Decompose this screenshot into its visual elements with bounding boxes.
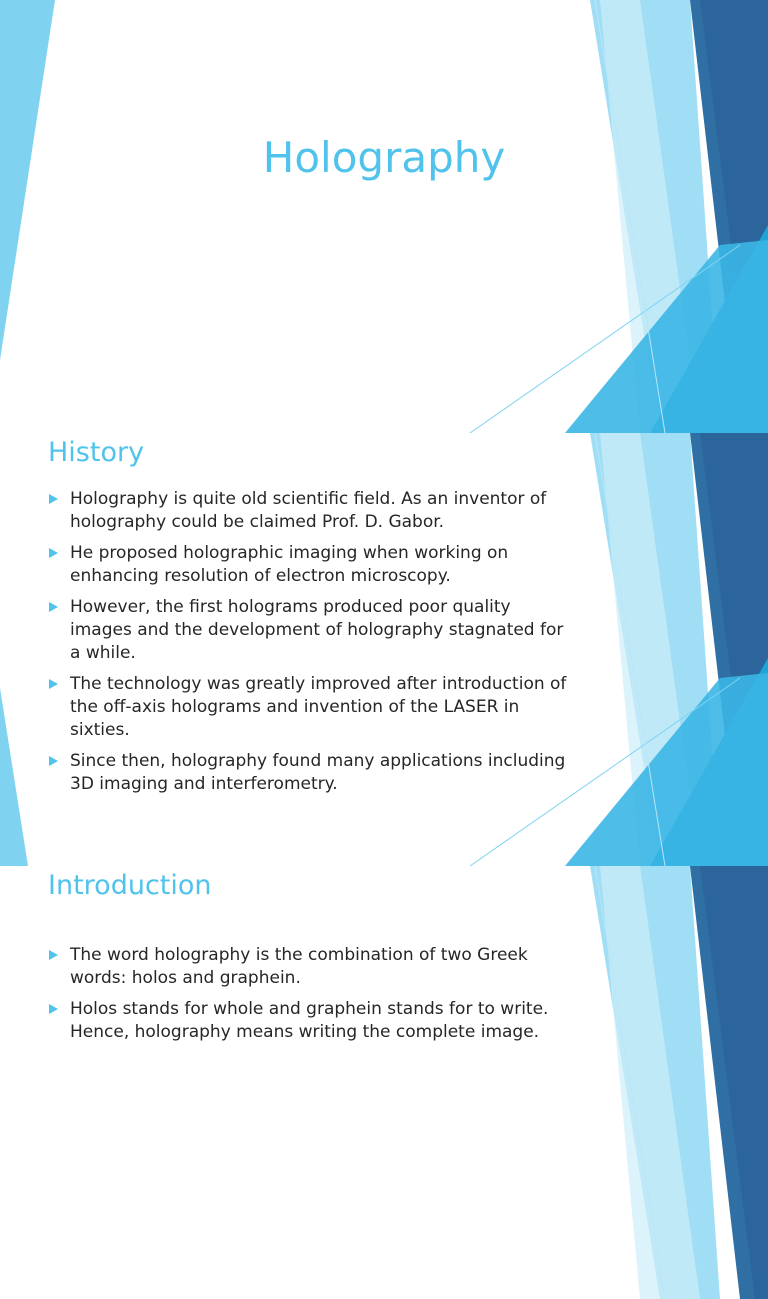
bullet-text: The word holography is the combination of two Greek words: holos and graphein. bbox=[70, 945, 528, 988]
bullet-item bbox=[48, 542, 572, 588]
slide-title bbox=[0, 0, 768, 433]
triangle-right-icon bbox=[49, 1004, 58, 1014]
slide-history bbox=[0, 433, 768, 866]
triangle-right-icon bbox=[49, 679, 58, 689]
bullet-item bbox=[48, 998, 572, 1044]
slide-decoration bbox=[0, 0, 768, 433]
triangle-right-icon bbox=[49, 548, 58, 558]
triangle-right-icon bbox=[49, 756, 58, 766]
slide-heading: History bbox=[48, 437, 145, 468]
triangle-right-icon bbox=[49, 950, 58, 960]
bullet-text: Since then, holography found many applications including 3D imaging and interferometry. bbox=[70, 751, 566, 794]
bullet-item bbox=[48, 944, 572, 990]
bullet-text: Holos stands for whole and graphein stands for to write. Hence, holography means writing the complete image. bbox=[70, 999, 549, 1042]
bullet-text: Holography is quite old scientific field. As an inventor of holography could be claimed Prof. D. Gabor. bbox=[70, 489, 547, 532]
presentation-title: Holography bbox=[262, 133, 506, 182]
bullet-item bbox=[48, 596, 572, 665]
slide-introduction bbox=[0, 866, 768, 1299]
bullet-list bbox=[48, 488, 572, 804]
bullet-text: However, the first holograms produced poor quality images and the development of holography stagnated for a while. bbox=[70, 597, 564, 663]
triangle-right-icon bbox=[49, 494, 58, 504]
bullet-item bbox=[48, 488, 572, 534]
left-accent-shape bbox=[0, 688, 28, 866]
bullet-text: He proposed holographic imaging when working on enhancing resolution of electron microscopy. bbox=[70, 543, 509, 586]
triangle-right-icon bbox=[49, 602, 58, 612]
bullet-list bbox=[48, 944, 572, 1052]
bullet-text: The technology was greatly improved after introduction of the off-axis holograms and invention of the LASER in sixties. bbox=[70, 674, 567, 740]
bullet-item bbox=[48, 750, 572, 796]
slide-heading: Introduction bbox=[48, 870, 212, 901]
bullet-item bbox=[48, 673, 572, 742]
slide-decoration bbox=[0, 866, 768, 1299]
